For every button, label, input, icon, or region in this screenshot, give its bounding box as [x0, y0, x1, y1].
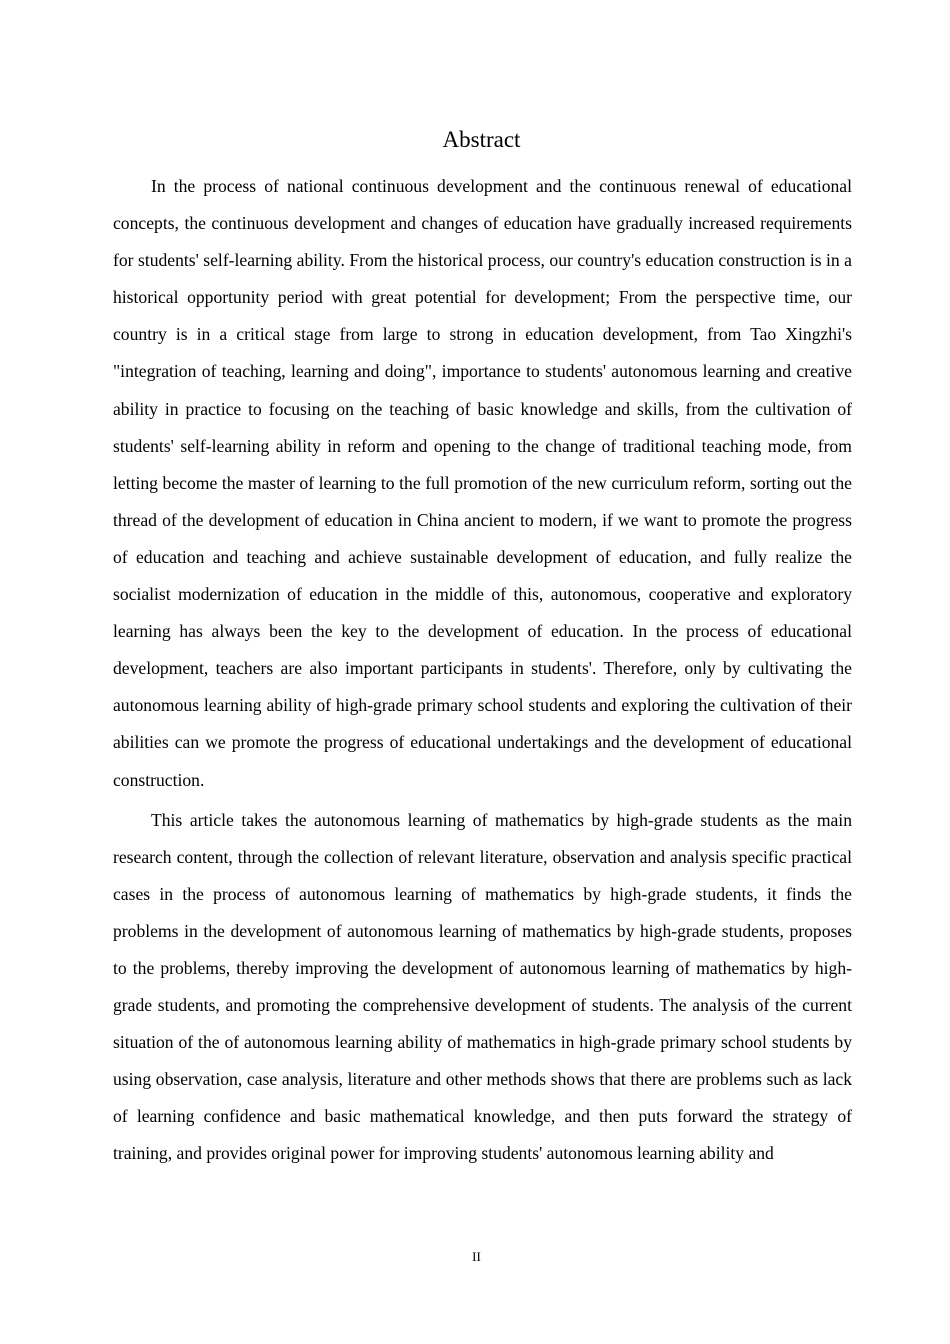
abstract-paragraph-1: In the process of national continuous development and the continuous renewal of educational concepts, the continuous development and changes of education have gradually increased requirements for students' self-learning ability. From the historical process, our country's education construction is in a historical opportunity period with great potential for development; From the perspective time, our country is in a critical stage from large to strong in education development, from Tao Xingzhi's "integration of teaching, learning and doing", importance to students' autonomous learning and creative ability in practice to focusing on the teaching of basic knowledge and skills, from the cultivation of students' self-learning ability in reform and opening to the change of traditional teaching mode, from letting become the master of learning to the full promotion of the new curriculum reform, sorting out the thread of the development of education in China ancient to modern, if we want to promote the progress of education and teaching and achieve sustainable development of education, and fully realize the socialist modernization of education in the middle of this, autonomous, cooperative and exploratory learning has always been the key to the development of education. In the process of educational development, teachers are also important participants in students'. Therefore, only by cultivating the autonomous learning ability of high-grade primary school students and exploring the cultivation of their abilities can we promote the progress of educational undertakings and the development of educational construction.	[113, 176, 852, 790]
abstract-body	[113, 168, 852, 1173]
abstract-title: Abstract	[442, 127, 521, 152]
abstract-paragraph-2: This article takes the autonomous learning of mathematics by high-grade students as the main research content, through the collection of relevant literature, observation and analysis specific practical cases in the process of autonomous learning of mathematics by high-grade students, it finds the problems in the development of autonomous learning of mathematics by high-grade students, proposes to the problems, thereby improving the development of autonomous learning of mathematics by high-grade students, and promoting the comprehensive development of students. The analysis of the current situation of the of autonomous learning ability of mathematics in high-grade primary school students by using observation, case analysis, literature and other methods shows that there are problems such as lack of learning confidence and basic mathematical knowledge, and then puts forward the strategy of training, and provides original power for improving students' autonomous learning ability and	[113, 809, 852, 1164]
page-number: II	[472, 1249, 481, 1264]
